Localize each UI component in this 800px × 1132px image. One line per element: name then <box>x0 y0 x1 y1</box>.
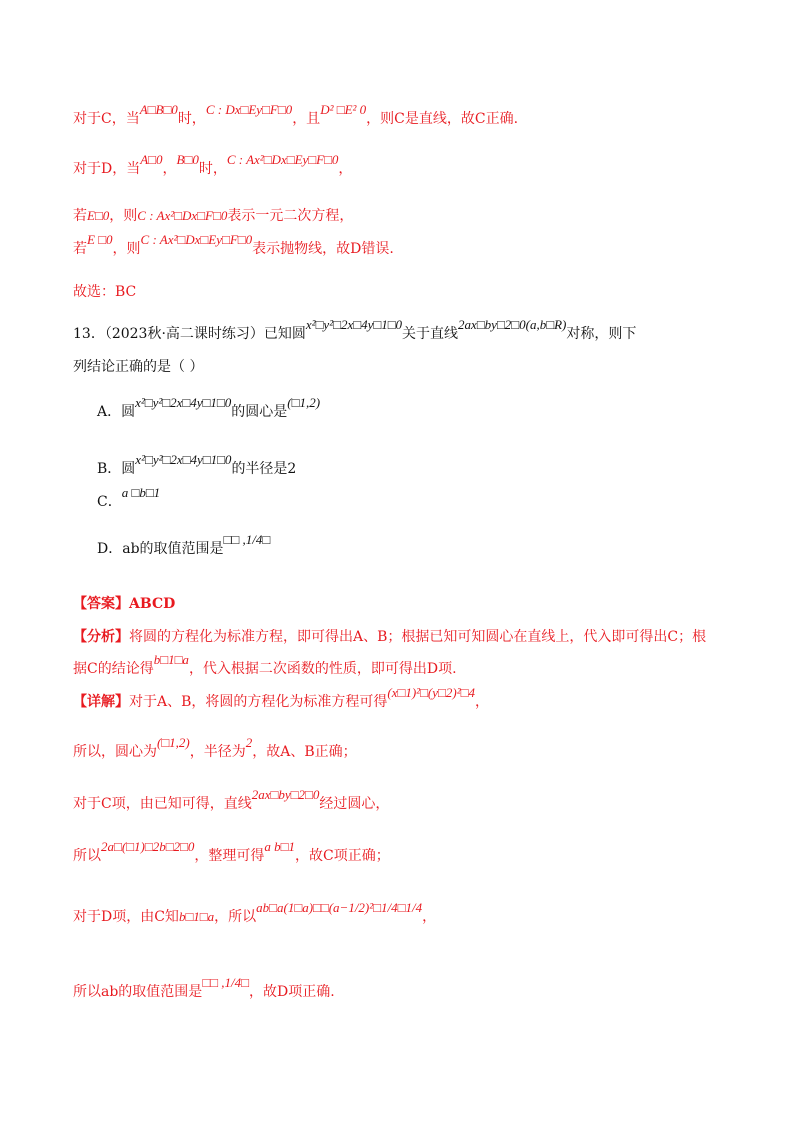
text-segment: ，则 <box>112 241 141 257</box>
text-segment: 所以ab的取值范围是 <box>73 984 203 1000</box>
text-line-q13-stem-2 <box>73 358 203 376</box>
text-segment: 经过圆心， <box>319 796 390 812</box>
text-line-analysis-2 <box>73 652 457 678</box>
text-segment: ，代入根据二次函数的性质，即可得出D项. <box>188 661 457 677</box>
math-expression: (□1,2) <box>287 395 321 410</box>
math-expression: a b□1 <box>264 839 296 854</box>
text-line-detail-6 <box>73 975 335 1001</box>
math-expression: (□1,2) <box>157 735 190 750</box>
text-segment: 对于D项，由C知 <box>73 909 179 925</box>
text-line-detail-4 <box>73 839 390 865</box>
text-segment: 若 <box>73 241 87 257</box>
text-segment: 对于C项，由已知可得，直线 <box>73 796 252 812</box>
math-expression: A□0 <box>140 152 163 167</box>
text-segment: ， <box>338 161 353 177</box>
text-segment: ，所以 <box>214 909 257 925</box>
text-segment: 故选：BC <box>73 284 137 300</box>
text-line-detail-3 <box>73 787 390 813</box>
text-line-choice-bc <box>73 283 136 301</box>
text-line-detail-5 <box>73 900 437 926</box>
text-segment: 将圆的方程化为标准方程，即可得出A、B；根据已知可知圆心在直线上，代入即可得出C；根 <box>129 629 707 645</box>
text-segment: 所以 <box>73 848 101 864</box>
text-segment: 关于直线 <box>402 326 459 342</box>
text-segment: B．圆 <box>97 461 136 477</box>
text-segment: 对于C，当 <box>73 111 140 127</box>
text-segment: ， <box>474 694 489 710</box>
text-line-d-case-ene0 <box>73 232 394 258</box>
text-segment: 据C的结论得 <box>73 661 154 677</box>
math-expression: C : Ax²□Dx□Ey□F□0 <box>140 232 253 247</box>
text-segment: 13．（2023秋·高二课时练习）已知圆 <box>73 326 306 342</box>
text-line-d-case <box>73 152 353 178</box>
text-segment: 时， <box>198 161 227 177</box>
text-segment: ，故C项正确； <box>295 848 390 864</box>
math-expression: A□B□0 <box>139 102 178 117</box>
text-segment: C． <box>97 494 122 510</box>
text-line-detail-2 <box>73 735 357 761</box>
math-expression: □□ ,1/4□ <box>223 532 271 547</box>
section-label: 【详解】 <box>73 694 129 710</box>
math-expression: 2 <box>245 735 253 750</box>
text-segment: ，则 <box>109 208 138 224</box>
text-line-opt-b <box>97 452 297 478</box>
math-expression: D² □E² 0 <box>320 102 367 117</box>
text-line-opt-a <box>97 395 321 421</box>
text-segment: D．ab的取值范围是 <box>97 541 224 557</box>
text-segment: 的圆心是 <box>231 404 288 420</box>
text-line-q13-stem <box>73 317 637 343</box>
text-segment: 列结论正确的是（ ） <box>73 359 204 375</box>
text-segment: 对于D，当 <box>73 161 141 177</box>
section-label: 【答案】ABCD <box>73 596 176 612</box>
text-segment: 对称，则下 <box>566 326 637 342</box>
math-expression: (x□1)²□(y□2)²□4 <box>387 685 475 700</box>
text-segment: 表示一元二次方程， <box>227 208 354 224</box>
text-segment: 所以，圆心为 <box>73 744 157 760</box>
math-expression: x²□y²□2x□4y□1□0 <box>135 452 232 467</box>
text-segment: ，且 <box>292 111 321 127</box>
math-expression: b□1□a <box>153 652 189 667</box>
math-expression: 2a□(□1)□2b□2□0 <box>101 839 195 854</box>
math-expression: x²□y²□2x□4y□1□0 <box>305 317 403 332</box>
text-line-answer <box>73 595 175 613</box>
math-expression: □□ ,1/4□ <box>202 975 249 990</box>
math-expression: E□0 <box>87 208 110 223</box>
math-expression: (a,b□R) <box>525 317 567 332</box>
math-expression: a □b□1 <box>121 485 161 500</box>
math-expression: B□0 <box>176 152 199 167</box>
text-segment: 若 <box>73 208 87 224</box>
text-segment: ，故A、B正确； <box>252 744 357 760</box>
text-segment: ，则C是直线，故C正确. <box>366 111 519 127</box>
text-segment: ， <box>162 161 177 177</box>
text-line-opt-c <box>97 485 161 511</box>
math-expression: 2ax□by□2□0 <box>458 317 526 332</box>
math-expression: 2ax□by□2□0 <box>251 787 320 802</box>
text-line-detail-1 <box>73 685 489 711</box>
text-segment: ， <box>422 909 437 925</box>
math-expression: x²□y²□2x□4y□1□0 <box>135 395 232 410</box>
section-label: 【分析】 <box>73 629 129 645</box>
text-segment: 表示抛物线，故D错误. <box>252 241 394 257</box>
math-expression: C : Ax²□Dx□F□0 <box>137 208 228 223</box>
math-expression: E □0 <box>87 232 113 247</box>
text-segment: ，故D项正确. <box>248 984 335 1000</box>
text-line-opt-d <box>97 532 271 558</box>
text-segment: A．圆 <box>97 404 136 420</box>
text-segment: 对于A、B，将圆的方程化为标准方程可得 <box>129 694 388 710</box>
math-expression: ab□a(1□a)□□(a−1/2)²□1/4□1/4 <box>256 900 423 915</box>
text-segment: 时， <box>177 111 206 127</box>
math-expression: C : Ax²□Dx□Ey□F□0 <box>226 152 339 167</box>
text-segment: ，半径为 <box>189 744 246 760</box>
math-expression: b□1□a <box>178 909 215 924</box>
math-expression: C : Dx□Ey□F□0 <box>205 102 293 117</box>
text-line-c-case <box>73 102 519 128</box>
text-line-d-case-e0 <box>73 207 353 225</box>
text-segment: ，整理可得 <box>194 848 265 864</box>
text-line-analysis-1 <box>73 628 706 646</box>
text-segment: 的半径是2 <box>231 461 297 477</box>
